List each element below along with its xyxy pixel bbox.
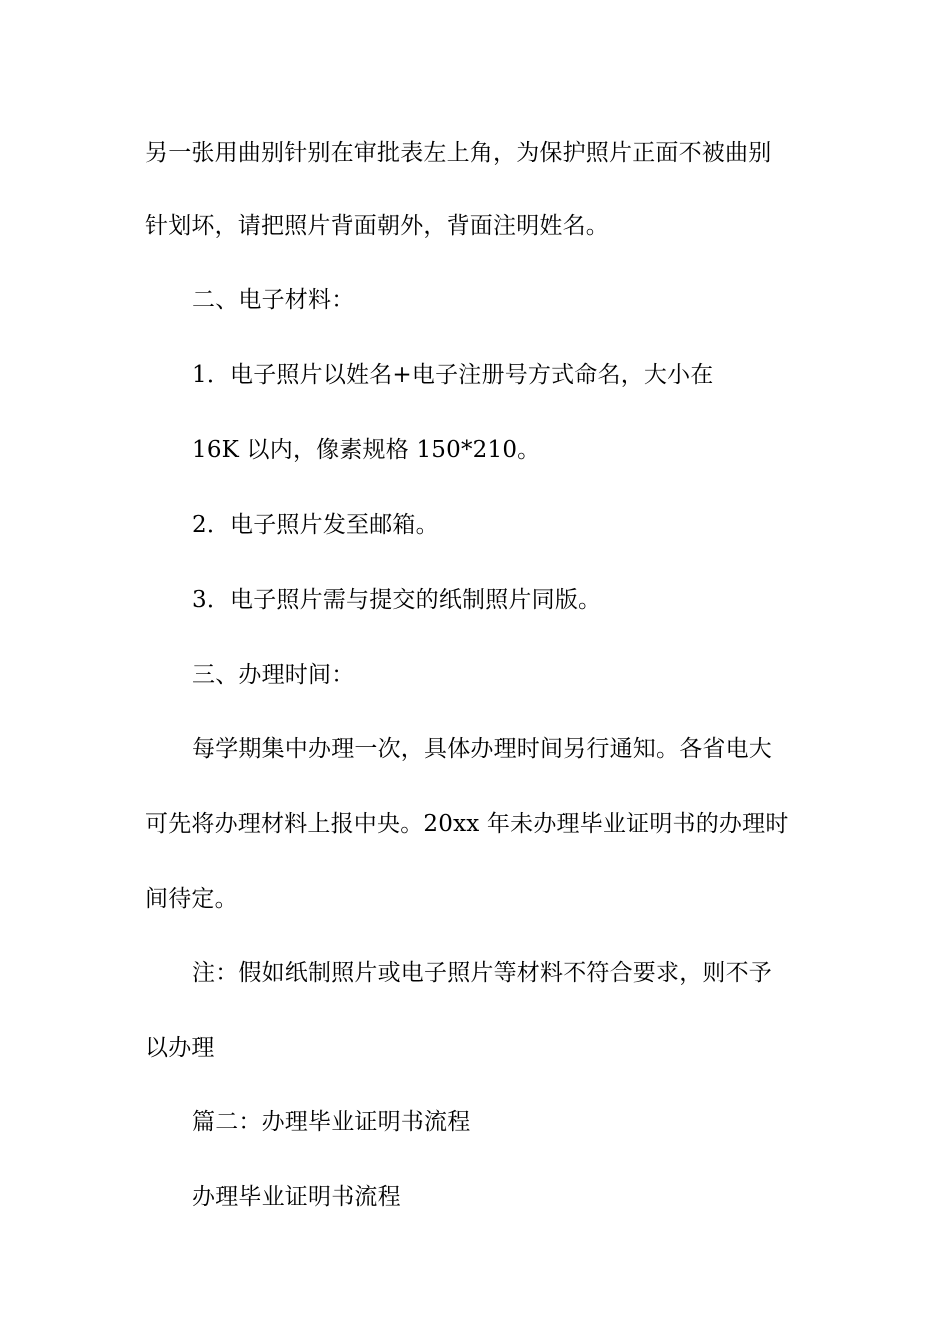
list-item: 3．电子照片需与提交的纸制照片同版。 [192, 587, 602, 613]
section-heading: 二、电子材料： [192, 287, 355, 313]
list-item: 2．电子照片发至邮箱。 [192, 512, 439, 538]
paragraph-line: 另一张用曲别针别在审批表左上角，为保护照片正面不被曲别 [145, 140, 772, 166]
paragraph-line: 16K 以内，像素规格 150*210。 [192, 437, 541, 463]
paragraph-line: 针划坏，请把照片背面朝外，背面注明姓名。 [145, 213, 609, 239]
paragraph-line: 间待定。 [145, 886, 238, 912]
note-line: 以办理 [145, 1035, 215, 1061]
section-heading: 三、办理时间： [192, 662, 355, 688]
chapter-title: 篇二：办理毕业证明书流程 [192, 1109, 471, 1135]
subtitle: 办理毕业证明书流程 [192, 1184, 401, 1210]
note-line: 注：假如纸制照片或电子照片等材料不符合要求，则不予 [192, 960, 772, 986]
paragraph-line: 可先将办理材料上报中央。20xx 年未办理毕业证明书的办理时 [145, 811, 789, 837]
paragraph-line: 每学期集中办理一次，具体办理时间另行通知。各省电大 [192, 736, 772, 762]
list-item: 1．电子照片以姓名+电子注册号方式命名，大小在 [192, 362, 714, 388]
